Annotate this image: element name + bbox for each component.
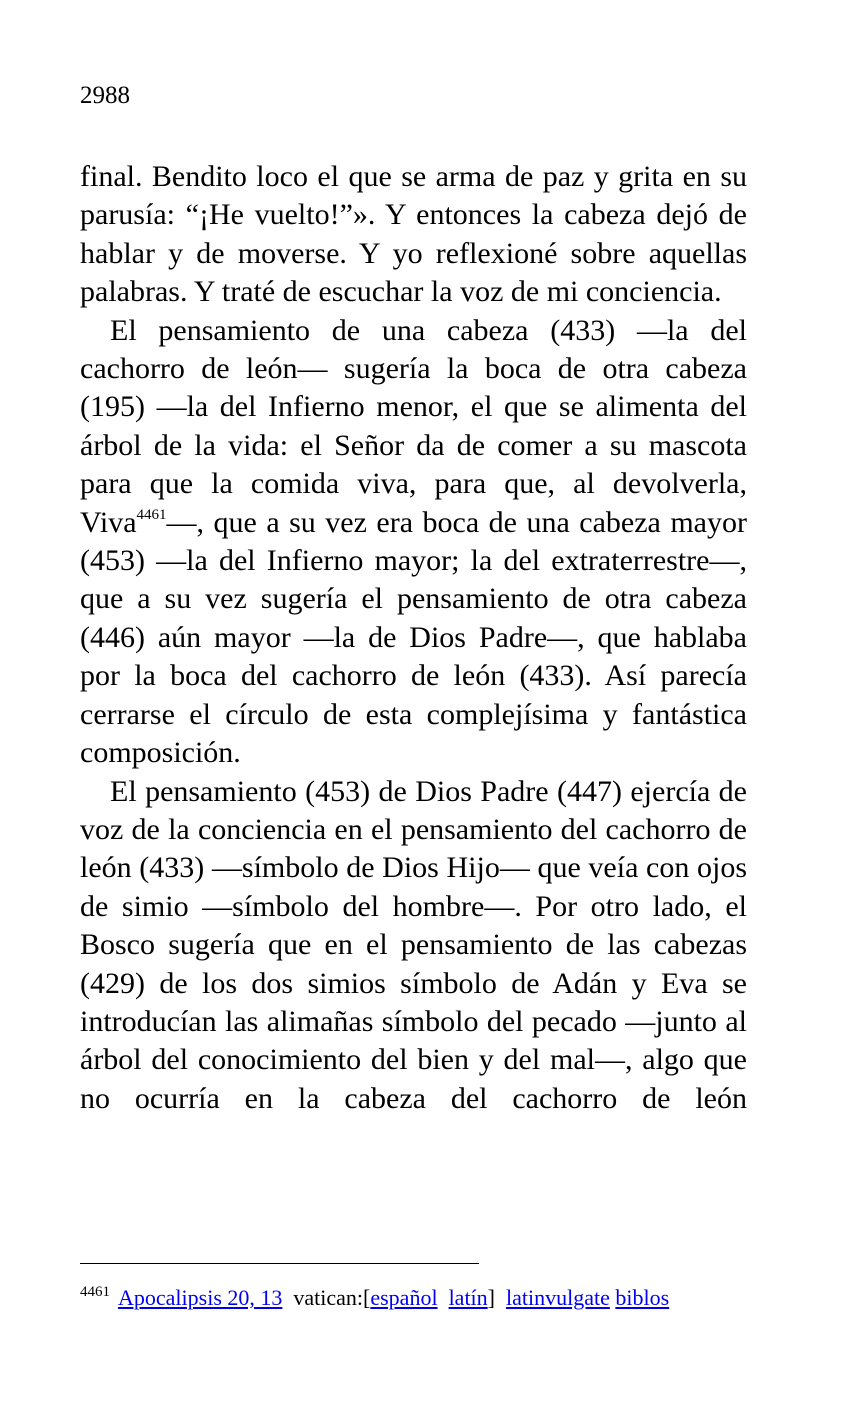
- main-text: [80, 158, 747, 1118]
- apocalipsis-link[interactable]: Apocalipsis 20, 13: [118, 1285, 283, 1310]
- paragraph-2-text-a: El pensamiento de una cabeza (433) —la del cachorro de león— sugería la boca de otra cabeza (195) —la del Infierno menor, el que se alimenta del árbol de la vida: el Señor da de comer a su mascota para que la comida viva, para que, al devolverla, Viva: [80, 313, 747, 539]
- vatican-suffix: ]: [487, 1285, 495, 1310]
- latinvulgate-link[interactable]: latinvulgate: [506, 1285, 610, 1310]
- biblos-link[interactable]: biblos: [615, 1285, 670, 1310]
- page-number: 2988: [80, 82, 130, 109]
- footnote-number: 4461: [80, 1284, 110, 1300]
- footnote-separator: [80, 1263, 479, 1264]
- paragraph-3: El pensamiento (453) de Dios Padre (447) ejercía de voz de la conciencia en el pensamiento del cachorro de león (433) —símbolo de Dios Hijo— que veía con ojos de simio —símbolo del hombre—. Por otro lado, el Bosco sugería que en el pensamiento de las cabezas (429) de los dos simios símbolo de Adán y Eva se introducían las alimañas símbolo del pecado —junto al árbol del conocimiento del bien y del mal—, algo que no ocurría en la cabeza del cachorro de león: [80, 774, 747, 1115]
- vatican-prefix: vatican:[: [293, 1285, 371, 1310]
- latin-link[interactable]: latín: [448, 1285, 488, 1310]
- paragraph-2: [80, 312, 747, 773]
- paragraph-1: final. Bendito loco el que se arma de paz y grita en su parusía: “¡He vuelto!”». Y entonces la cabeza dejó de hablar y de moverse. Y yo reflexioné sobre aquellas palabras. Y traté de escuchar la voz de mi conciencia.: [80, 160, 747, 309]
- paragraph-2-text-b: —, que a su vez era boca de una cabeza mayor (453) —la del Infierno mayor; la del extraterrestre—, que a su vez sugería el pensamiento de otra cabeza (446) aún mayor —la de Dios Padre—, que hablaba por la boca del cachorro de león (433). Así parecía cerrarse el círculo de esta complejísima y fantástica composición.: [80, 505, 747, 770]
- footnote-reference[interactable]: 4461: [136, 506, 167, 523]
- footnote: [80, 1283, 760, 1313]
- espanol-link[interactable]: español: [370, 1285, 438, 1310]
